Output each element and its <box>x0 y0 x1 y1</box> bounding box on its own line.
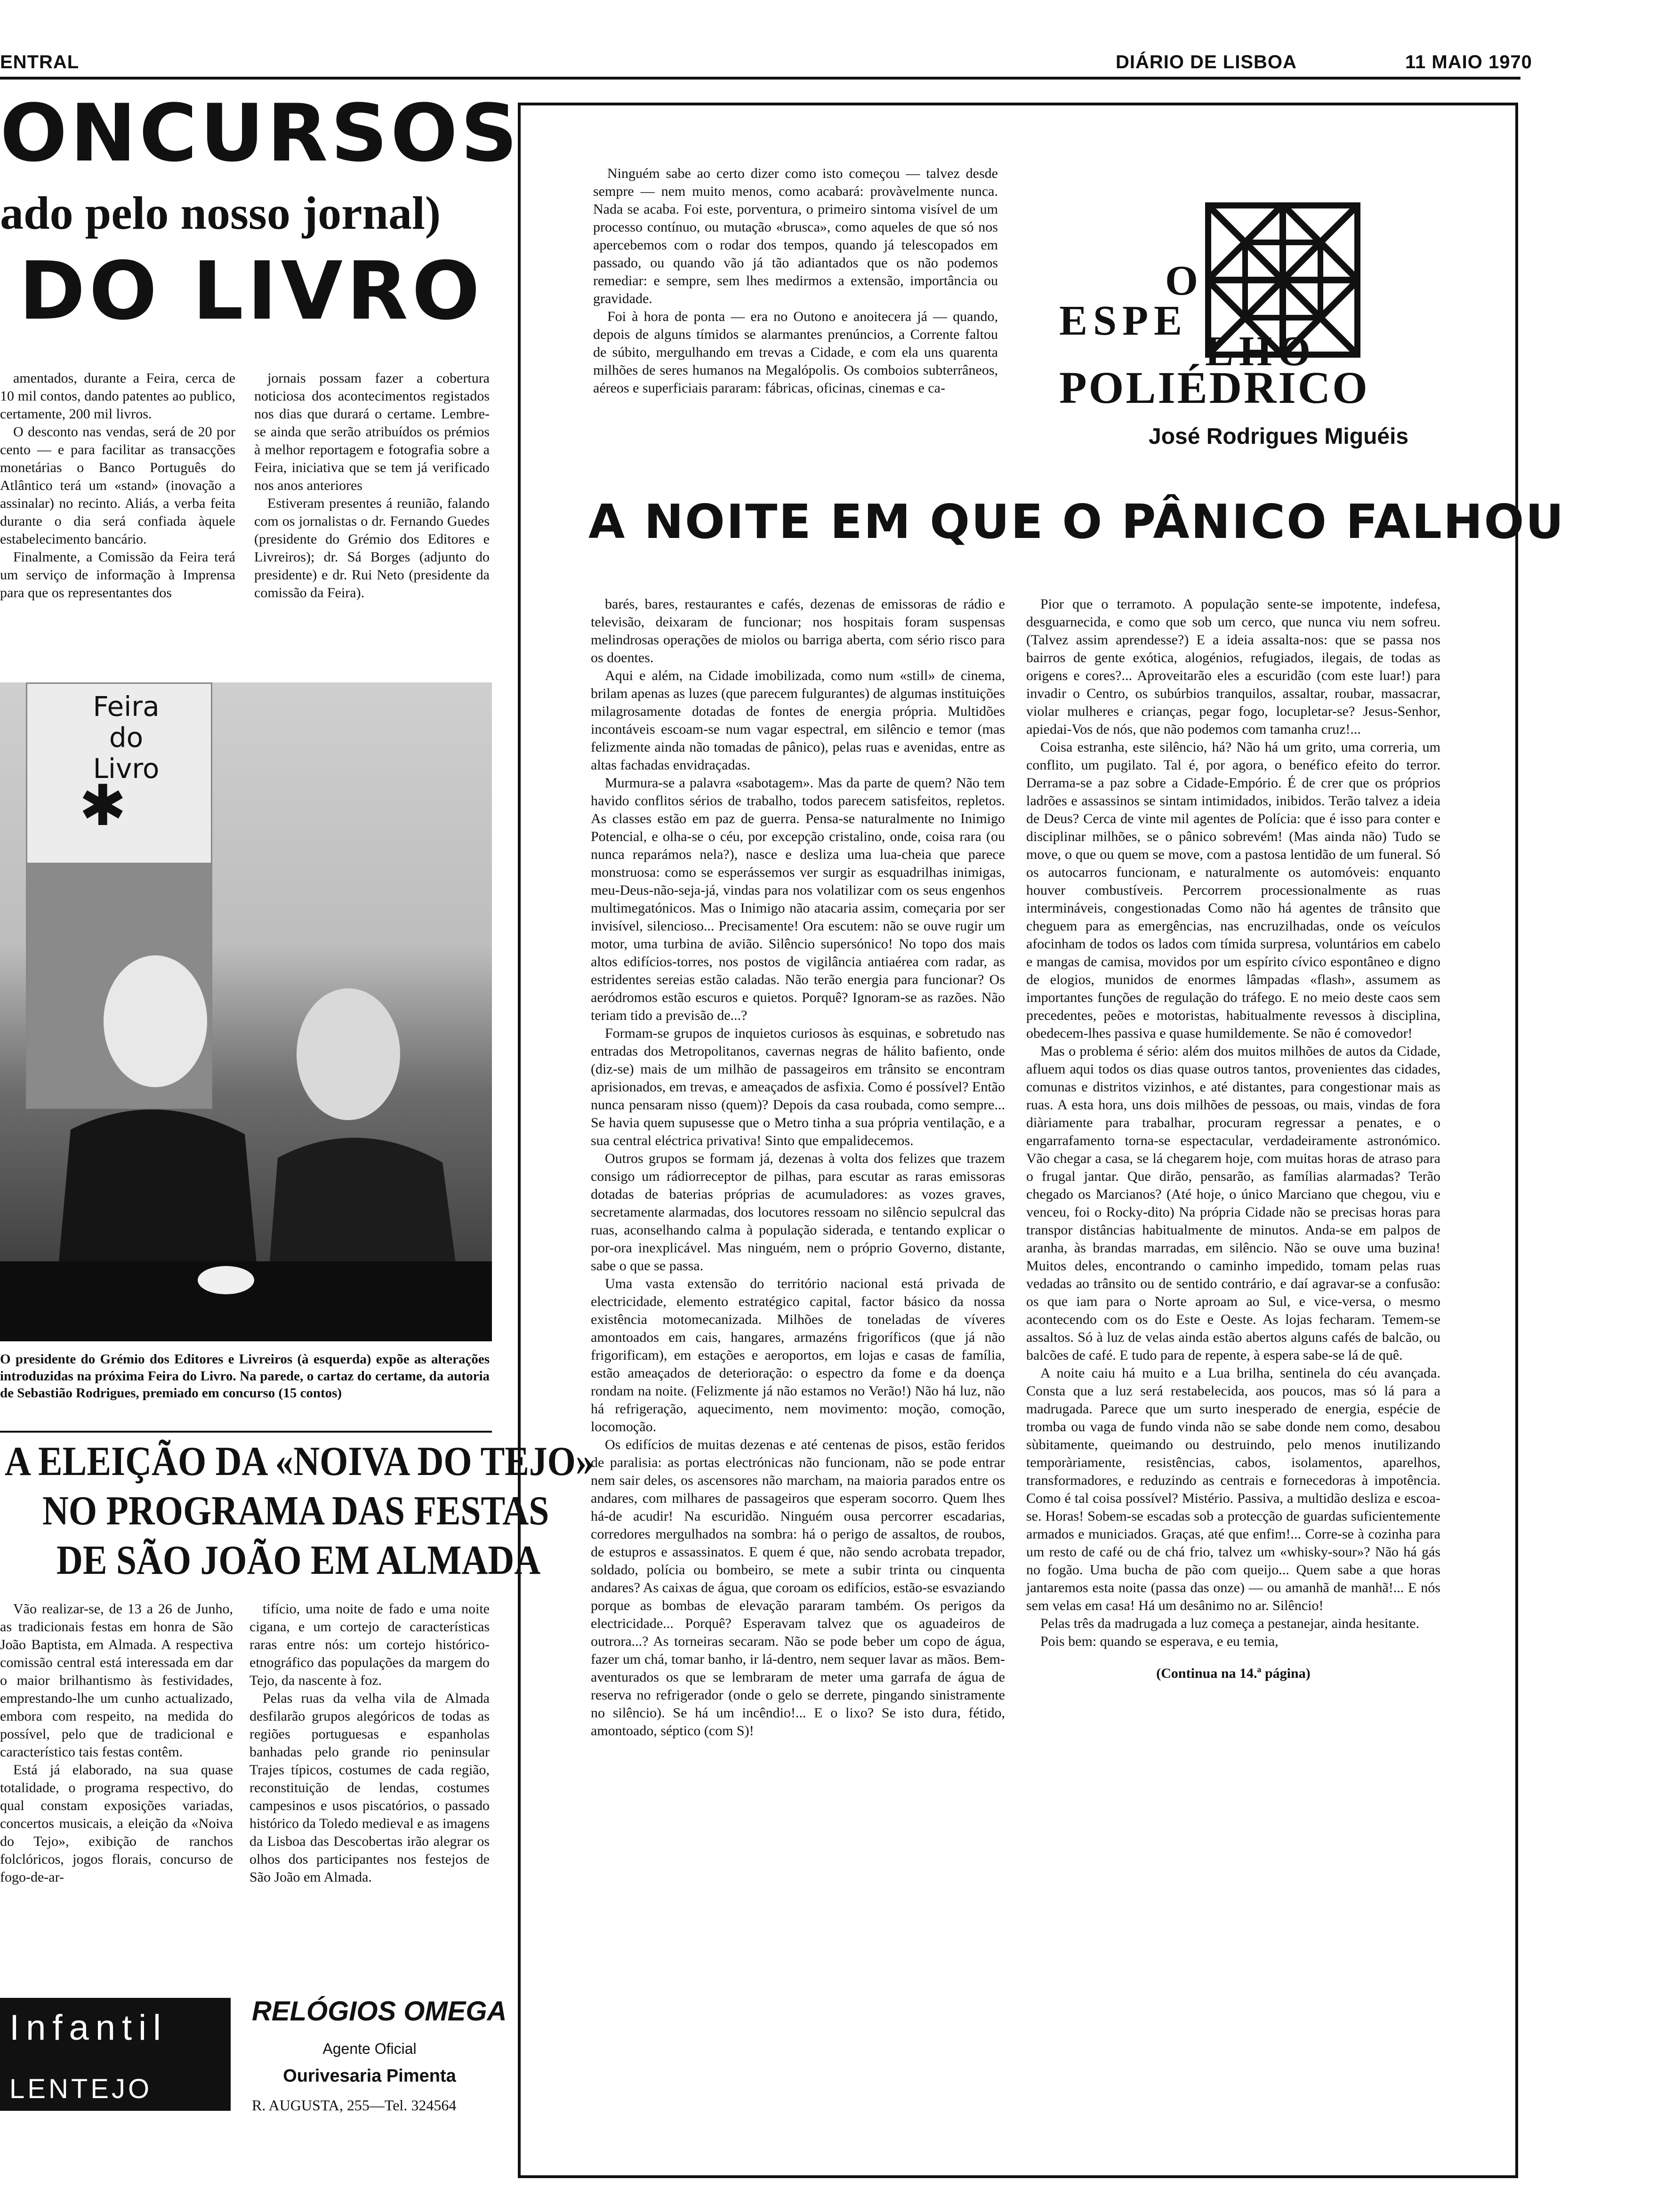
paragraph: Formam-se grupos de inquietos curiosos às esquinas, e sobretudo nas entradas dos Metropolitanos, cavernas negras de hálito bafiento, onde (diz-se) mais de um milhão de passageiros em trânsito se encontram aprisionados, em trevas, e ameaçados de asfixia. Como é possível? Então nunca pensaram nisso (quem)? Depois da casa roubada, como sempre... Se havia quem supusesse que o Metro tinha a sua própria ventilação, e a sua central eléctrica privativa! Sinto que empalidecemos. <box>591 1026 1005 1148</box>
paragraph: Vão realizar-se, de 13 a 26 de Junho, as tradicionais festas em honra de São João Baptista, em Almada. A respectiva comissão central está interessada em dar o maior brilhantismo às festividades, emprestando-lhe um cunho actualizado, embora com respeito, na medida do possível, pelo que de tradicional e característico tais festas contêm. <box>0 1601 233 1760</box>
ad-infantil <box>0 1998 231 2111</box>
header-rule <box>0 77 1520 80</box>
paragraph: Pois bem: quando se esperava, e eu temia, <box>1040 1634 1279 1649</box>
paragraph: Pior que o terramoto. A população sente-se impotente, indefesa, desguarnecida, e como que sob um cerco, que nunca viu nem sofreu. (Talvez assim aprendesse?) E a ideia assalta-nos: que se passa nos bairros de gente exótica, alogénios, refugiados, ilegais, de todas as origens e cores?... Aproveitarão eles a escuridão (com este luar!) para invadir o Centro, os subúrbios tranquilos, assaltar, roubar, massacrar, violar mulheres e crianças, pegar fogo, locupletar-se? Jesus-Senhor, apiedai-Vos de nós, que não podemos com tamanha cruz!... <box>1026 596 1440 737</box>
left-article-col1 <box>0 369 235 602</box>
article-col2 <box>1026 595 1440 1683</box>
ad-omega-line1: Agente Oficial <box>322 2040 417 2057</box>
photo-caption: O presidente do Grémio dos Editores e Livreiros (à esquerda) expõe as alterações introduzidas na próxima Feira do Livro. Na parede, o cartaz do certame, da autoria de Sebastião Rodrigues, premiado em concurso (15 contos) <box>0 1352 490 1401</box>
almada-col2 <box>249 1600 490 1886</box>
newspaper-name: DIÁRIO DE LISBOA <box>1116 52 1297 72</box>
left-article-col2 <box>254 369 490 602</box>
paragraph: Os edifícios de muitas dezenas e até centenas de pisos, estão feridos de paralisia: as portas electrónicas não funcionam, não se pode entrar nem sair deles, os ascensores não marcham, na maioria parados entre os andares, com milhares de passageiros que esperam socorro. Quem lhes há-de acudir! Na escuridão. Ninguém ousa percorrer escadarias, corredores mergulhados na sombra: há o perigo de assaltos, de roubos, de estupros e assassinatos. E quem é que, não sendo acrobata trepador, soldado, polícia ou bombeiro, se mete a subir trinta ou cinquenta andares? As caixas de água, que coroam os edifícios, estão-se esvaziando porque as bombas de elevação pararam também. Os perigos da electricidade... Porquê? Esperavam talvez que os aguadeiros de outrora...? As torneiras secaram. Não se pode beber um copo de água, fazer um chá, tomar banho, ir lá-dentro, nem sequer lavar as mãos. Bem-aventurados os que se lembraram de meter uma garrafa de água de reserva no refrigerador (onde o gelo se derrete, pingando sinistramente no silêncio). Se há um incêndio!... E o lixo? Se isto dura, fétido, amontoado, séptico (com S)! <box>591 1437 1005 1739</box>
paragraph: Pelas ruas da velha vila de Almada desfilarão grupos alegóricos de todas as regiões portuguesas e espanholas banhadas pelo grande rio peninsular Trajes típicos, costumes de cada região, reconstituição de lendas, costumes campesinos e usos piscatórios, o passado histórico da Toledo medieval e as imagens da Lisboa das Descobertas irão alegrar os olhos dos participantes nos festejos de São João em Almada. <box>249 1691 490 1885</box>
ad-omega-line3: R. AUGUSTA, 255—Tel. 324564 <box>252 2097 457 2114</box>
section-label: ENTRAL <box>0 52 80 72</box>
espelho-logo <box>1059 202 1436 413</box>
paragraph: Coisa estranha, este silêncio, há? Não há um grito, uma correria, um conflito, um pugilato. Tal é, por agora, o benéfico efeito do terror. Derrama-se a paz sobre a Cidade-Empório. É de crer que os próprios ladrões e assassinos se sintam intimidados, inibidos. Terão talvez a ideia de Deus? Cerca de vinte mil agentes de Polícia: que é isso para conter e disciplinar milhões, se o pânico sobrevém! (Mas ainda não) Tudo se move, o que ou quem se move, com a pastosa lentidão de um funeral. Só os autocarros funcionam, e naturalmente os automóveis: enquanto houver combustíveis. Percorrem processionalmente as ruas intermináveis, congestionadas Como não há agentes de trânsito que cheguem para as emergências, nas encruzilhadas, onde os veículos afocinham de todos os lados com tímida surpresa, voluntários em cabelo e mangas de camisa, movidos por um espírito cívico espontâneo e digno de elogios, munidos de enormes lâmpadas «flash», assumem as importantes funções de regulação do tráfego. E no meio deste caos sem precedentes, peões e motoristas, habitualmente revessos à disciplina, obedecem-lhes passiva e quase humildemente. Se não é comovedor! <box>1026 739 1440 1041</box>
headline-noiva: A ELEIÇÃO DA «NOIVA DO TEJO» <box>5 1439 594 1484</box>
ad-infantil-title: Infantil <box>9 2008 168 2048</box>
intro-text <box>593 165 998 397</box>
ad-omega-brand: RELÓGIOS OMEGA <box>252 1996 507 2027</box>
headline-subtitle: ado pelo nosso jornal) <box>0 187 441 239</box>
continued-note: (Continua na 14.ª página) <box>1156 1666 1311 1681</box>
issue-date: 11 MAIO 1970 <box>1405 52 1532 72</box>
paragraph: Estiveram presentes á reunião, falando com os jornalistas o dr. Fernando Guedes (presidente do Grémio dos Editores e Livreiros); dr. Sá Borges (adjunto do presidente) e dr. Rui Neto (presidente da comissão da Feira). <box>254 496 490 601</box>
logo-word-o: O <box>1165 257 1199 304</box>
paragraph: jornais possam fazer a cobertura noticiosa dos acontecimentos registados nos dias que durará o certame. Lembre-se ainda que serão atribuídos os prémios à melhor reportagem e fotografia sobre a Feira, iniciativa que se tem já verificado nos anos anteriores <box>254 370 490 493</box>
paragraph: Finalmente, a Comissão da Feira terá um serviço de informação à Imprensa para que os representantes dos <box>0 549 235 601</box>
press-photo <box>0 682 492 1341</box>
article-title: A NOITE EM QUE O PÂNICO FALHOU <box>588 494 1565 549</box>
logo-word-espe: ESPE <box>1059 297 1188 344</box>
flower-icon: ✱ <box>79 775 127 837</box>
ad-omega <box>247 1996 507 2127</box>
paragraph: barés, bares, restaurantes e cafés, dezenas de emissoras de rádio e televisão, deixaram de funcionar; nos hospitais foram suspensas melindrosas operações de miolos ou barriga aberta, com sério risco para os doentes. <box>591 596 1005 665</box>
paragraph: Aqui e além, na Cidade imobilizada, como num «still» de cinema, brilam apenas as luzes (que parecem fulgurantes) de algumas instituições milagrosamente dotadas de fontes de energia própria. Multidões incontáveis escoam-se num vagar espectral, em silêncio e temor (mas felizmente ainda não tomadas de pânico), pelas ruas e avenidas, entre as altas fachadas envidraçadas. <box>591 668 1005 773</box>
headline-programa: NO PROGRAMA DAS FESTAS <box>42 1488 549 1534</box>
logo-word-lho: LHO <box>1205 328 1317 375</box>
almada-col1 <box>0 1600 233 1886</box>
paragraph: Ninguém sabe ao certo dizer como isto começou — talvez desde sempre — nem muito menos, como acabará: provàvelmente nunca. Nada se acaba. Foi este, porventura, o primeiro sintoma visível de um processo contínuo, ou mutação «brusca», como aqueles de que só nos apercebemos com o rodar dos tempos, quando já telescopados em passado, ou quando vão já tão adiantados que os não podemos remediar: e sempre, sem lhes medirmos a extensão, importância ou gravidade. <box>593 166 998 306</box>
men-silhouettes <box>0 682 492 1341</box>
paragraph: amentados, durante a Feira, cerca de 10 mil contos, dando patentes ao publico, certamente, 200 mil livros. <box>0 370 235 422</box>
paragraph: Uma vasta extensão do território nacional está privada de electricidade, elemento estratégico capital, factor básico da nossa existência motomecanizada. Milhões de toneladas de víveres amontoados em cais, hangares, armazéns frigoríficos (que já não frigorificam), em estações e aeroportos, em lojas e casas de família, estão ameaçados de deterioração: o espectro da fome e da doença rondam na noite. (Felizmente já não estamos no Verão!) Não há luz, não há refrigeração, aquecimento, nem movimento: moção, comoção, locomoção. <box>591 1276 1005 1435</box>
headline-do-livro: DO LIVRO <box>19 245 484 338</box>
headline-concursos: ONCURSOS <box>0 87 521 179</box>
ad-infantil-sub: LENTEJO <box>9 2074 153 2104</box>
paragraph: Murmura-se a palavra «sabotagem». Mas da parte de quem? Não tem havido conflitos sérios de trabalho, todos parecem satisfeitos, repletos. As classes estão em paz de guerra. Pensa-se naturalmente no Inimigo Potencial, e olha-se o céu, por excepção cristalino, onde, coisa rara (ou nunca reparámos nela?), nasce e desliza uma lua-cheia que parece monstruosa: como se esperássemos ver surgir as esquadrilhas inimigas, meu-Deus-não-seja-já, vindas para nos volatilizar com os seus engenhos multimegatónicos. Mas o Inimigo não atacaria assim, começaria por ser invisível, silencioso... Precisamente! Ora escutem: não se ouve rugir um motor, uma turbina de avião. Silêncio supersónico! No topo dos mais altos edifícios-torres, nos postos de vigilância antiaérea com radar, as estridentes sereias estão caladas. Não terão energia para funcionar? Os aeródromos estão escuros e quietos. Porquê? Ignoram-se as razões. Não teriam tido a previsão de...? <box>591 775 1005 1023</box>
left-rule <box>0 1431 492 1433</box>
logo-word-poliedrico: POLIÉDRICO <box>1059 362 1369 413</box>
paragraph: O desconto nas vendas, será de 20 por cento — e para facilitar as transacções monetárias o Banco Português do Atlântico terá um «stand» (inovação a assinalar) no recinto. Aliás, a verba feita durante o dia será confiada àquele estabelecimento bancário. <box>0 424 235 547</box>
paragraph: Mas o problema é sério: além dos muitos milhões de autos da Cidade, afluem aqui todos os dias quase outros tantos, provenientes das cidades, comunas e distritos vizinhos, e até distantes, para congestionar mais as ruas. A esta hora, uns dois milhões de pessoas, ou mais, vindas de fora diàriamente para trabalhar, procuram regressar a penates, e o engarrafamento torna-se espectacular, verdadeiramente astronómico. Vão chegar a casa, se lá chegarem hoje, com muitas horas de atraso para o frugal jantar. Que dirão, pensarão, as famílias alarmadas? Terão chegado os Marcianos? (Até hoje, o único Marciano que chegou, viu e venceu, foi o Rocky-dito) Na própria Cidade não se precisas horas para transpor distâncias habitualmente de minutos. Anda-se em palpos de aranha, às brandas marradas, em silêncio. Não se ouve uma buzina! Muitos deles, encontrando o caminho impedido, tomam pelas ruas vedadas ao trânsito ou de sentido contrário, e daí agravar-se a confusão: os que iam para o Norte aproam ao Sul, e vice-versa, o mesmo acontecendo com os do Este e Oeste. As lojas fecharam. Temem-se assaltos. Só à luz de velas ainda estão abertos alguns cafés de balcão, ou balcões de café. E tudo para de repente, à espera sabe-se lá de quê. <box>1026 1043 1440 1363</box>
paragraph: A noite caiu há muito e a Lua brilha, sentinela do céu avançada. Consta que a luz será restabelecida, aos poucos, mas só lá para a madrugada. Parece que um surto inesperado de energia, espécie de tromba ou vaga de fundo vinda não se sabe donde nem como, desabou sùbitamente, queimando ou destruindo, pelo menos inutilizando temporàriamente, resistências, cabos, isolamentos, aparelhos, transformadores, e reduzindo as centrais e fornecedoras à impotência. Como é tal coisa possível? Mistério. Passiva, a multidão desliza e escoa-se. Horas! Sobem-se escadas sob a protecção de guardas suficientemente armados e municiados. Graças, até que enfim!... Corre-se à cozinha para um resto de café ou de chá frio, talvez um «whisky-sour»? Não há gás no fogão. Uma bucha de pão com queijo... Quem sabe a que horas jantaremos esta noite (passa das onze) — ou amanhã de manhã!... E nós sem velas em casa! Há um desânimo no ar. Silêncio! <box>1026 1365 1440 1613</box>
paragraph: Outros grupos se formam já, dezenas à volta dos felizes que trazem consigo um rádiorreceptor de pilhas, para escutar as raras emissoras dotadas de baterias próprias de acumuladores: as vozes graves, secretamente alarmadas, dos locutores ressoam no silêncio sepulcral das ruas, aconselhando calma à população siderada, e tentando explicar o por-ora inexplicável. Mas ninguém, nem o próprio Governo, distante, sabe o que se passa. <box>591 1151 1005 1274</box>
author-name: José Rodrigues Miguéis <box>1149 424 1409 449</box>
headline-almada: DE SÃO JOÃO EM ALMADA <box>56 1538 541 1583</box>
paragraph: Foi à hora de ponta — era no Outono e anoitecera já — quando, depois de alguns tímidos se alarmantes prenúncios, a Corrente faltou de súbito, mergulhando em trevas a Cidade, e com ela uns quarenta milhões de seres humanos na Megalópolis. Os comboios subterrâneos, aéreos e superficiais pararam: fábricas, oficinas, cinemas e ca- <box>593 309 998 396</box>
poster-text: Feira do Livro <box>93 690 160 785</box>
ad-omega-line2: Ourivesaria Pimenta <box>283 2066 456 2086</box>
paragraph: Está já elaborado, na sua quase totalidade, o programa respectivo, do qual constam exposições variadas, concertos musicais, a eleição da «Noiva do Tejo», exibição de ranchos folclóricos, jogos florais, concurso de fogo-de-ar- <box>0 1762 233 1885</box>
paragraph: Pelas três da madrugada a luz começa a pestanejar, ainda hesitante. <box>1040 1616 1420 1631</box>
article-col1 <box>591 595 1005 1740</box>
paragraph: tifício, uma noite de fado e uma noite cigana, e um cortejo de características raras entre nós: um cortejo histórico-etnográfico das populações da margem do Tejo, da nascente à foz. <box>249 1601 490 1688</box>
